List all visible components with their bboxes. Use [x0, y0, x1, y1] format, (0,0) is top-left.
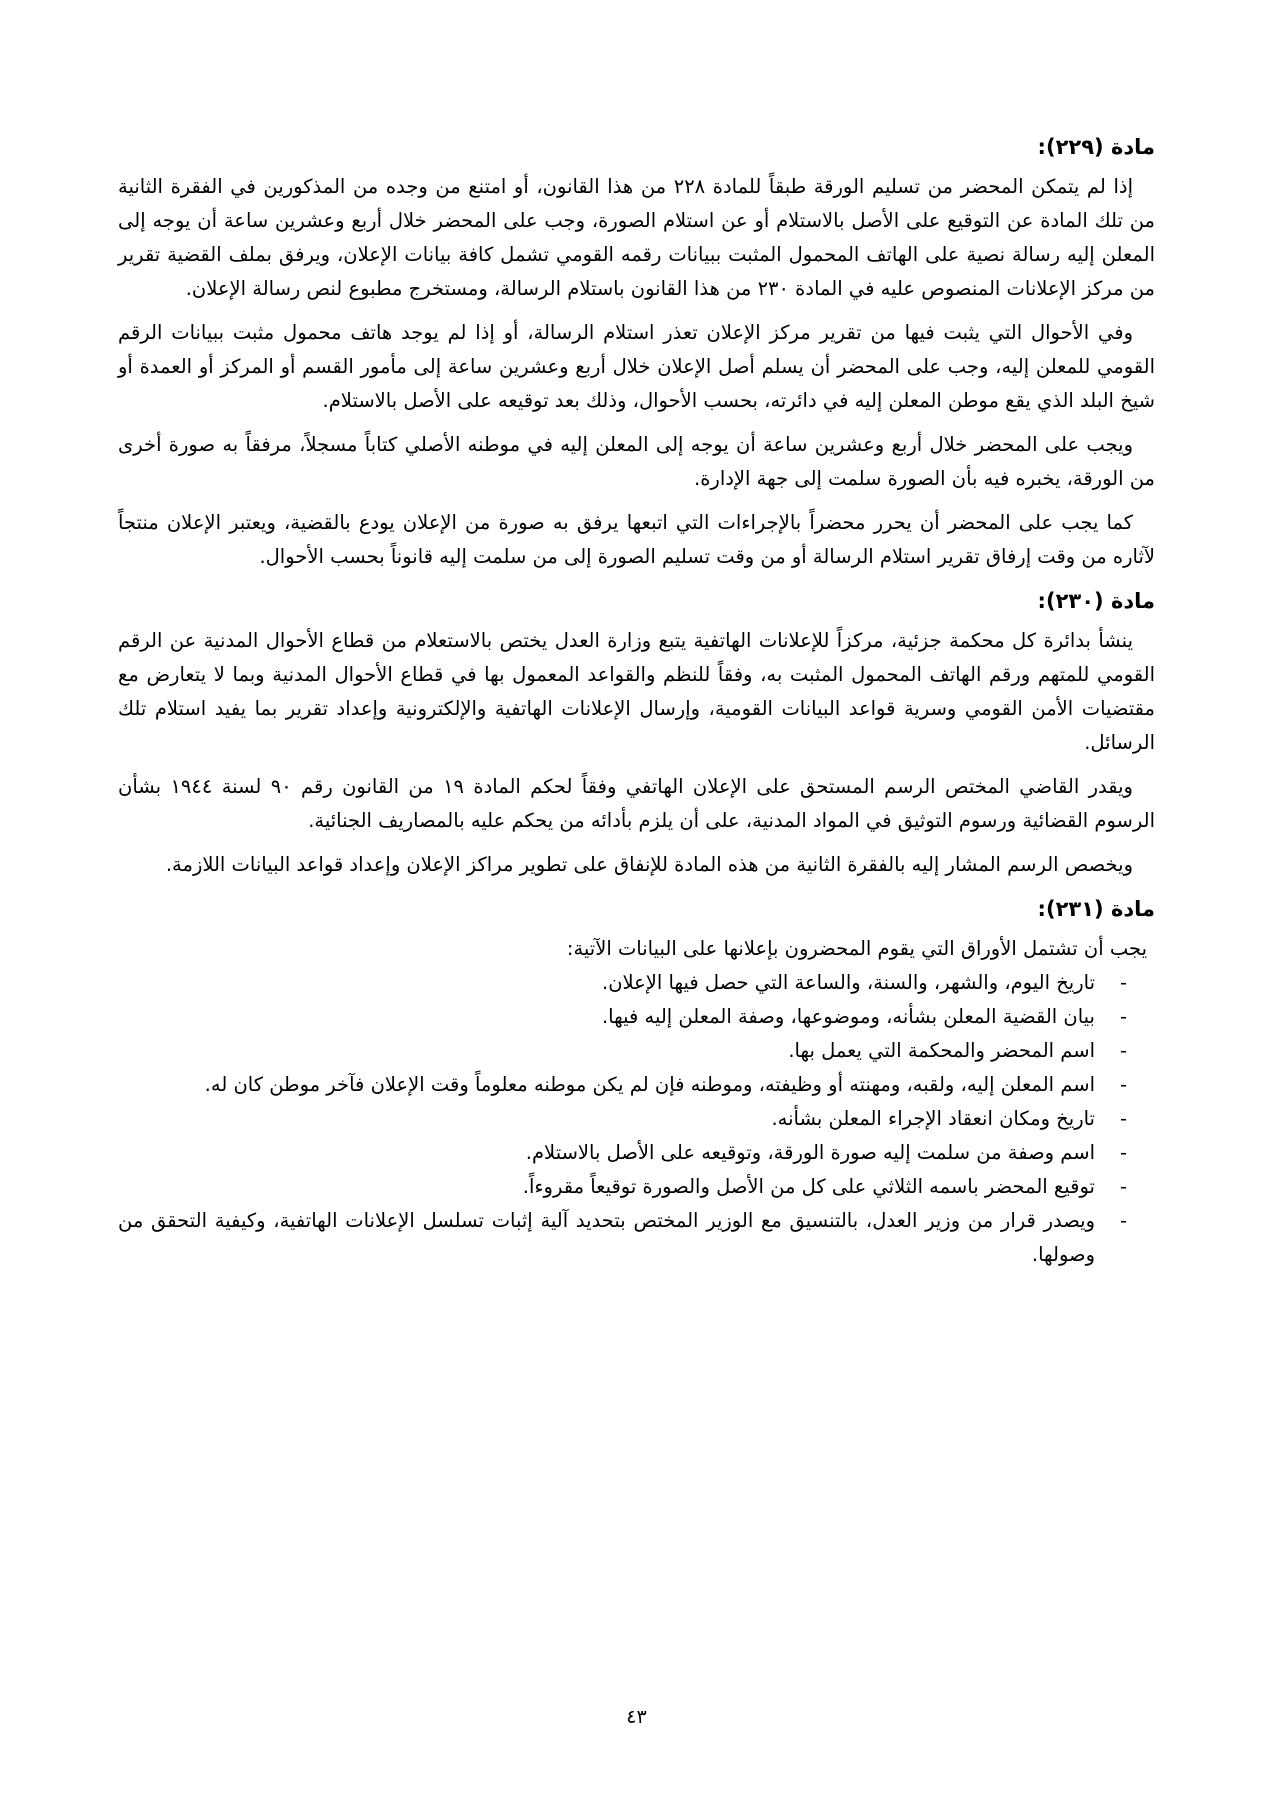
list-item: [118, 1068, 1127, 1102]
list-item: [118, 1034, 1127, 1068]
list-item-text: تاريخ ومكان انعقاد الإجراء المعلن بشأنه.: [771, 1107, 1095, 1130]
article-label: مادة: [1110, 897, 1155, 921]
article-number: (٢٣١): [1045, 897, 1104, 921]
article-231-heading: [118, 892, 1155, 926]
paragraph: كما يجب على المحضر أن يحرر محضراً بالإجراءات التي اتبعها يرفق به صورة من الإعلان يودع بالقضية، ويعتبر الإعلان منتجاً لآثاره من وقت إرفاق تقرير استلام الرسالة أو من وقت تسليم الصورة إلى من سلمت إليه قانوناً بحسب الأحوال.: [118, 511, 1155, 568]
list-item: [118, 1136, 1127, 1170]
article-label: مادة: [1110, 135, 1155, 159]
list-item-text: توقيع المحضر باسمه الثلاثي على كل من الأصل والصورة توقيعاً مقروءاً.: [522, 1175, 1095, 1198]
list-item-text: اسم المعلن إليه، ولقبه، ومهنته أو وظيفته، وموطنه فإن لم يكن موطنه معلوماً وقت الإعلان فآخر موطن كان له.: [204, 1073, 1095, 1096]
list-item-text: بيان القضية المعلن بشأنه، وموضوعها، وصفة المعلن إليه فيها.: [601, 1005, 1095, 1028]
article-230: [118, 584, 1155, 882]
list-marker: -: [1119, 1209, 1127, 1232]
list-item-text: تاريخ اليوم، والشهر، والسنة، والساعة التي حصل فيها الإعلان.: [602, 971, 1095, 994]
list-item: [118, 1102, 1127, 1136]
paragraph: وفي الأحوال التي يثبت فيها من تقرير مركز الإعلان تعذر استلام الرسالة، أو إذا لم يوجد هاتف محمول مثبت ببيانات الرقم القومي للمعلن إليه، وجب على المحضر أن يسلم أصل الإعلان خلال أربع وعشرين ساعة إلى مأمور القسم أو المركز أو العمدة أو شيخ البلد الذي يقع موطن المعلن إليه في دائرته، بحسب الأحوال، وذلك بعد توقيعه على الأصل بالاستلام.: [118, 321, 1155, 412]
list-item: [118, 1000, 1127, 1034]
requirements-list: [118, 966, 1155, 1272]
list-item-text: اسم وصفة من سلمت إليه صورة الورقة، وتوقيعه على الأصل بالاستلام.: [525, 1141, 1095, 1164]
page-number: ٤٣: [626, 1706, 647, 1728]
article-colon: :: [1037, 135, 1046, 159]
list-item: [118, 1170, 1127, 1204]
list-item: [118, 966, 1127, 1000]
paragraph: ينشأ بدائرة كل محكمة جزئية، مركزاً للإعلانات الهاتفية يتبع وزارة العدل يختص بالاستعلام من قطاع الأحوال المدنية عن الرقم القومي للمتهم ورقم الهاتف المحمول المثبت به، وفقاً للنظم والقواعد المعمول بها في قطاع الأحوال المدنية وبما لا يتعارض مع مقتضيات الأمن القومي وسرية قواعد البيانات القومية، وإرسال الإعلانات الهاتفية والإلكترونية وإعداد تقرير بما يفيد استلام تلك الرسائل.: [118, 629, 1155, 754]
list-intro: يجب أن تشتمل الأوراق التي يقوم المحضرون بإعلانها على البيانات الآتية:: [566, 937, 1147, 960]
paragraph: إذا لم يتمكن المحضر من تسليم الورقة طبقاً للمادة ٢٢٨ من هذا القانون، أو امتنع من وجده من المذكورين في الفقرة الثانية من تلك المادة عن التوقيع على الأصل بالاستلام أو عن استلام الصورة، وجب على المحضر خلال أربع وعشرين ساعة أن يوجه إلى المعلن إليه رسالة نصية على الهاتف المحمول المثبت ببيانات رقمه القومي تشمل كافة بيانات الإعلان، ويرفق بملف القضية تقرير من مركز الإعلانات المنصوص عليه في المادة ٢٣٠ من هذا القانون باستلام الرسالة، ومستخرج مطبوع لنص رسالة الإعلان.: [118, 175, 1155, 300]
paragraph: ويخصص الرسم المشار إليه بالفقرة الثانية من هذه المادة للإنفاق على تطوير مراكز الإعلان وإعداد قواعد البيانات اللازمة.: [165, 853, 1133, 876]
list-marker: -: [1119, 1175, 1127, 1198]
article-230-heading: [118, 584, 1155, 618]
list-marker: -: [1119, 1073, 1127, 1096]
list-item-text: اسم المحضر والمحكمة التي يعمل بها.: [788, 1039, 1095, 1062]
list-marker: -: [1119, 1141, 1127, 1164]
article-229: [118, 130, 1155, 574]
article-colon: :: [1037, 589, 1046, 613]
list-marker: -: [1119, 1107, 1127, 1130]
document-page: [118, 130, 1155, 1278]
paragraph: ويجب على المحضر خلال أربع وعشرين ساعة أن يوجه إلى المعلن إليه في موطنه الأصلي كتاباً مسجلاً، مرفقاً به صورة أخرى من الورقة، يخبره فيه بأن الصورة سلمت إلى جهة الإدارة.: [118, 433, 1155, 490]
article-label: مادة: [1110, 589, 1155, 613]
article-229-heading: [118, 130, 1155, 164]
list-marker: -: [1119, 1005, 1127, 1028]
list-item: [118, 1204, 1127, 1272]
article-colon: :: [1037, 897, 1046, 921]
list-item-text: ويصدر قرار من وزير العدل، بالتنسيق مع الوزير المختص بتحديد آلية إثبات تسلسل الإعلانات الهاتفية، وكيفية التحقق من وصولها.: [118, 1209, 1095, 1266]
list-marker: -: [1119, 1039, 1127, 1062]
article-231: [118, 892, 1155, 1272]
article-number: (٢٢٩): [1045, 135, 1104, 159]
list-marker: -: [1119, 971, 1127, 994]
paragraph: ويقدر القاضي المختص الرسم المستحق على الإعلان الهاتفي وفقاً لحكم المادة ١٩ من القانون رقم ٩٠ لسنة ١٩٤٤ بشأن الرسوم القضائية ورسوم التوثيق في المواد المدنية، على أن يلزم بأدائه من يحكم عليه بالمصاريف الجنائية.: [118, 775, 1155, 832]
article-number: (٢٣٠): [1045, 589, 1104, 613]
